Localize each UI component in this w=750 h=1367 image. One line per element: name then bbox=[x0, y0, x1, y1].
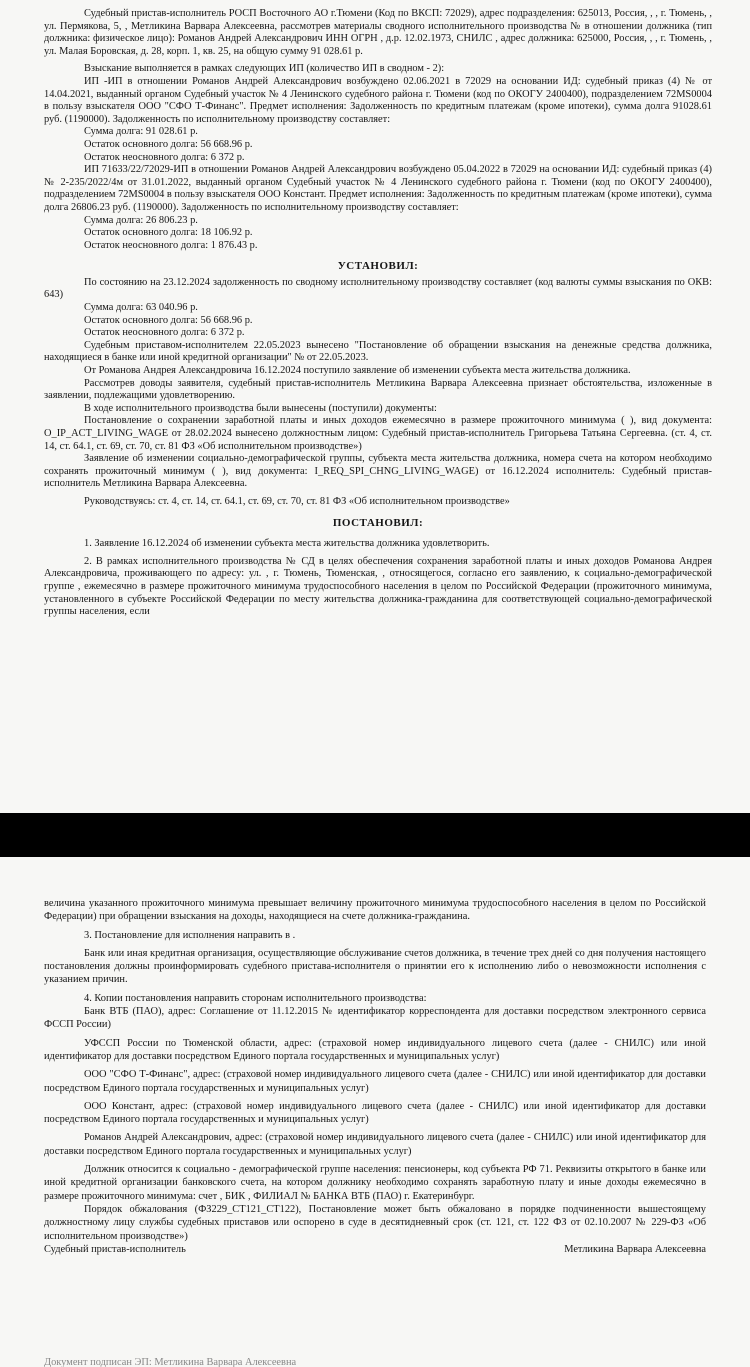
application-paragraph: От Романова Андрея Александровича 16.12.2024 поступило заявление об изменении субъекта места жительства должника. bbox=[84, 365, 631, 377]
bank-order-paragraph: Судебным приставом-исполнителем 22.05.2023 вынесено "Постановление об обращении взыскания на денежные средства должника, находящиеся в банке или иной кредитной организации" № от 22.05.2023. bbox=[44, 339, 712, 364]
copy-debtor: Романов Андрей Александрович, адрес: (страховой номер индивидуального лицевого счета (далее - СНИЛС) или иной идентификатор для доставки посредством Единого портала государственных и муниципальных услуг) bbox=[44, 1132, 706, 1157]
total-sum: Сумма долга: 63 040.96 р. bbox=[84, 302, 198, 314]
total-nonmain-debt: Остаток неосновного долга: 6 372 р. bbox=[84, 327, 245, 339]
state-paragraph: По состоянию на 23.12.2024 задолженность по сводному исполнительному производству составляет (код валюты суммы взыскания по ОКВ: 643) bbox=[44, 276, 712, 301]
debtor-group-paragraph: Должник относится к социально - демографической группе населения: пенсионеры, код субъекта РФ 71. Реквизиты открытого в банке или иной кредитной организации банковского счета, на котором должнику необходимо сохранять заработную плату и иные доходы ежемесячно в размере прожиточного минимума: счет , БИК , ФИЛИАЛ № БАНКА ВТБ (ПАО) г. Екатеринбург. bbox=[44, 1164, 706, 1202]
copy-vtb: Банк ВТБ (ПАО), адрес: Соглашение от 11.12.2015 № идентификатор корреспондента для доставки посредством электронного сервиса ФССП России) bbox=[44, 1006, 706, 1031]
point4-paragraph: 4. Копии постановления направить сторонам исполнительного производства: bbox=[84, 992, 427, 1004]
cut-off-line: Документ подписан ЭП: Метликина Варвара Алексеевна bbox=[44, 1357, 297, 1367]
copy-ufssp: УФССП России по Тюменской области, адрес: (страховой номер индивидуального лицевого счета (далее - СНИЛС) или иной идентификатор для доставки посредством Единого портала государственных и муниципальных услуг) bbox=[44, 1037, 706, 1062]
signature-title: Судебный пристав-исполнитель bbox=[44, 1243, 186, 1255]
doc1-paragraph: Постановление о сохранении заработной платы и иных доходов ежемесячно в размере прожиточного минимума ( ), вид документа: O_IP_ACT_LIVING_WAGE от 28.02.2024 вынесено должностным лицом: Судебный пристав-исполнитель Григорьева Татьяна Сергеевна. (ст. 4, ст. 14, ст. 64.1, ст. 69, ст. 70, ст. 81 ФЗ «Об исполнительном производстве») bbox=[44, 415, 712, 452]
ip1-nonmain-debt: Остаток неосновного долга: 6 372 р. bbox=[84, 151, 245, 163]
document-page-2 bbox=[0, 857, 750, 1367]
bank-duty-paragraph: Банк или иная кредитная организация, осуществляющие обслуживание счетов должника, в течение трех дней со дня получения настоящего постановления должны проинформировать судебного пристава-исполнителя о принятии его к исполнению либо о невозможности исполнения с указанием причин. bbox=[44, 947, 706, 986]
total-main-debt: Остаток основного долга: 56 668.96 р. bbox=[84, 314, 253, 326]
considered-paragraph: Рассмотрев доводы заявителя, судебный пристав-исполнитель Метликина Варвара Алексеевна признает обстоятельства, изложенные в заявлении, подлежащими удовлетворению. bbox=[44, 377, 712, 402]
signature-name: Метликина Варвара Алексеевна bbox=[564, 1243, 706, 1255]
point1-paragraph: 1. Заявление 16.12.2024 об изменении субъекта места жительства должника удовлетворить. bbox=[84, 538, 490, 550]
ip2-nonmain-debt: Остаток неосновного долга: 1 876.43 р. bbox=[84, 239, 258, 251]
heading-ustanovil: УСТАНОВИЛ: bbox=[337, 260, 419, 273]
svodnoe-line: Взыскание выполняется в рамках следующих ИП (количество ИП в сводном - 2): bbox=[84, 63, 445, 75]
ip1-paragraph: ИП -ИП в отношении Романов Андрей Александрович возбуждено 02.06.2021 в 72029 на основании ИД: судебный приказ (4) № от 14.04.2021, выданный органом Судебный участок № 4 Ленинского судебного района г. Тюмени (код по ОКОГУ 2400400), подразделением 72МS0004 в пользу взыскателя ООО "СФО Т-Финанс". Предмет исполнения: Задолженность по кредитным платежам (кроме ипотеки), сумма долга 91028.61 руб. (1190000). Задолженность по исполнительному производству составляет: bbox=[44, 75, 712, 125]
point3-paragraph: 3. Постановление для исполнения направить в . bbox=[84, 929, 296, 941]
continuation-paragraph: величина указанного прожиточного минимума превышает величину прожиточного минимума трудоспособного населения в целом по Российской Федерации) при обращении взыскания на доходы, находящиеся на счете должника-гражданина. bbox=[44, 898, 706, 923]
heading-postanovil: ПОСТАНОВИЛ: bbox=[332, 516, 424, 529]
ip1-sum: Сумма долга: 91 028.61 р. bbox=[84, 126, 198, 138]
ip2-paragraph: ИП 71633/22/72029-ИП в отношении Романов Андрей Александрович возбуждено 05.04.2022 в 72029 на основании ИД: судебный приказ (4) № 2-235/2022/4м от 31.01.2022, выданный органом Судебный участок № 4 Ленинского судебного района г. Тюмени (код по ОКОГУ 2400400), подразделением 72МS0004 в пользу взыскателя ООО Констант. Предмет исполнения: Задолженность по кредитным платежам (кроме ипотеки), сумма долга 26806.23 руб. (1190000). Задолженность по исполнительному производству составляет: bbox=[44, 164, 712, 213]
copy-sfo: ООО "СФО Т-Финанс", адрес: (страховой номер индивидуального лицевого счета (далее - СНИЛС) или иной идентификатор для доставки посредством Единого портала государственных и муниципальных услуг) bbox=[44, 1069, 706, 1094]
intro-paragraph: Судебный пристав-исполнитель РОСП Восточного АО г.Тюмени (Код по ВКСП: 72029), адрес подразделения: 625013, Россия, , , г. Тюмень, , ул. Пермякова, 5, , Метликина Варвара Алексеевна, рассмотрев материалы сводного исполнительного производства № в отношении должника (тип должника: физическое лицо): Романов Андрей Александрович ИНН ОГРН , д.р. 12.02.1973, СНИЛС , адрес должника: 625000, Россия, , , г. Тюмень, , ул. Малая Боровская, д. 28, корп. 1, кв. 25, на общую сумму 91 028.61 р. bbox=[44, 8, 712, 57]
guided-paragraph: Руководствуясь: ст. 4, ст. 14, ст. 64.1, ст. 69, ст. 70, ст. 81 ФЗ «Об исполнительном производстве» bbox=[84, 495, 510, 507]
copy-konstant: ООО Констант, адрес: (страховой номер индивидуального лицевого счета (далее - СНИЛС) или иной идентификатор для доставки посредством Единого портала государственных и муниципальных услуг) bbox=[44, 1100, 706, 1126]
ip2-main-debt: Остаток основного долга: 18 106.92 р. bbox=[84, 227, 253, 239]
ip1-main-debt: Остаток основного долга: 56 668.96 р. bbox=[84, 138, 253, 150]
signature-line bbox=[44, 1243, 706, 1256]
docs-intro: В ходе исполнительного производства были вынесены (поступили) документы: bbox=[84, 402, 437, 414]
doc2-paragraph: Заявление об изменении социально-демографической группы, субъекта места жительства должника, номера счета на котором необходимо сохранять прожиточный минимум ( ), вид документа: I_REQ_SPI_CHNG_LIVING_WAGE) от 16.12.2024 исполнитель: Судебный пристав-исполнитель Метликина Варвара Алексеевна. bbox=[44, 453, 712, 490]
point2-paragraph: 2. В рамках исполнительного производства № СД в целях обеспечения сохранения заработной платы и иных доходов Романова Андрея Александровича, проживающего по адресу: ул. , г. Тюмень, Тюменская, , относящегося, согласно его заявлению, к социально-демографической группе , ежемесячно в размере прожиточного минимума трудоспособного населения в целом по Российской Федерации (прожиточного минимума, установленного в субъекте Российской Федерации по месту жительства должника-гражданина для соответствующей социально-демографической группы населения, если bbox=[44, 555, 712, 618]
ip2-sum: Сумма долга: 26 806.23 р. bbox=[84, 214, 198, 226]
appeal-paragraph: Порядок обжалования (ФЗ229_СТ121_СТ122), Постановление может быть обжаловано в порядке подчиненности вышестоящему должностному лицу службы судебных приставов или оспорено в суде в десятидневный срок (ст. 121, ст. 122 ФЗ от 02.10.2007 № 229-ФЗ «Об исполнительном производстве») bbox=[44, 1203, 706, 1242]
